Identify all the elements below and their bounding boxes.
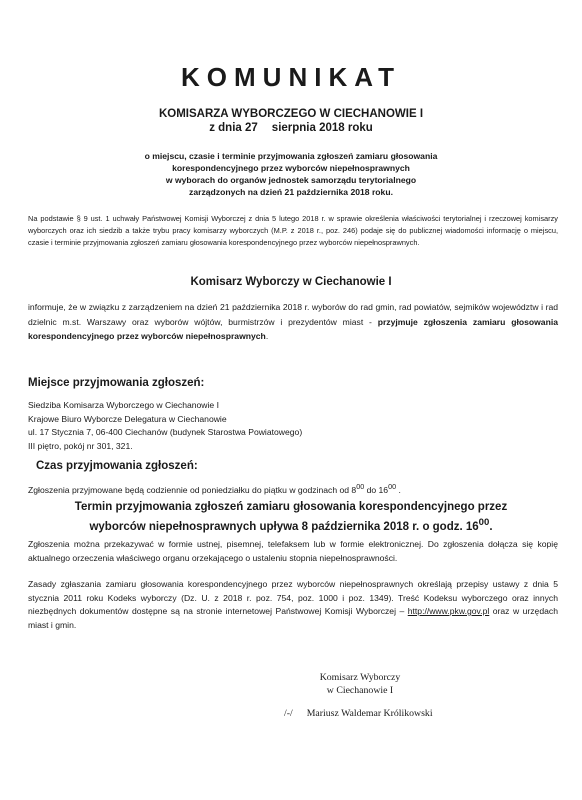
subject-line: korespondencyjnego przez wyborców niepełnosprawnych (172, 163, 410, 173)
time-paragraph (28, 483, 401, 495)
deadline-sup: 00 (478, 517, 490, 528)
inform-paragraph (28, 300, 558, 344)
time-sup-start: 00 (356, 483, 365, 491)
inform-bold-text: przyjmuje zgłoszenia zamiaru głosowania korespondencyjnego przez wyborców niepełnosprawnych (28, 316, 558, 341)
document-title: KOMUNIKAT (181, 62, 401, 92)
rules-text: Zasady zgłaszania zamiaru głosowania korespondencyjnego przez wyborców niepełnosprawnych określają przepisy ustawy z dnia 5 stycznia 2011 roku Kodeks wyborczy (Dz. U. z 2018 r. poz. 754, poz. 1000 i poz. 1349). Treść Kodeksu wyborczego oraz innych niezbędnych dokumentów dostępne są na stronie internetowej Państwowej Komisji Wyborczej – (28, 579, 558, 616)
inform-text: informuje, że w związku z zarządzeniem na dzień 21 października 2018 r. wyborów do rad gmin, rad powiatów, sejmików województw i rad dzielnic m.st. Warszawy oraz wyborów wójtów, burmistrzów i prezydentów miast - (28, 302, 558, 327)
signature-mark: /-/ (284, 708, 293, 719)
place-address (28, 399, 302, 453)
time-heading: Czas przyjmowania zgłoszeń: (36, 460, 198, 472)
pkw-website-link[interactable]: http://www.pkw.gov.pl (407, 606, 490, 616)
submission-paragraph: Zgłoszenia można przekazywać w formie ustnej, pisemnej, telefaksem lub w formie elektronicznej. Do zgłoszenia dołącza się kopię aktualnego orzeczenia właściwego organu orzekającego o ustaleniu stopnia niepełnosprawności. (28, 539, 558, 563)
date-prefix: z dnia (209, 122, 242, 134)
time-end: . (396, 484, 401, 495)
deadline-line-2-text: wyborców niepełnosprawnych upływa 8 października 2018 r. o godz. 16 (89, 520, 479, 533)
date-rest: sierpnia 2018 roku (271, 122, 373, 134)
rules-paragraph (28, 578, 558, 632)
address-line: Siedziba Komisarza Wyborczego w Ciechanowie I (28, 400, 219, 410)
place-heading: Miejsce przyjmowania zgłoszeń: (28, 377, 205, 389)
time-mid: do 16 (364, 484, 389, 495)
deadline-line-1: Termin przyjmowania zgłoszeń zamiaru głosowania korespondencyjnego przez (74, 501, 508, 513)
subject-line: w wyborach do organów jednostek samorządu terytorialnego (165, 175, 417, 185)
signature-title: Komisarz Wyborczy (319, 672, 401, 683)
subject-line: zarządzonych na dzień 21 października 2018 roku. (189, 187, 393, 197)
address-line: III piętro, pokój nr 301, 321. (28, 440, 133, 451)
signature-block (280, 671, 440, 697)
address-line: Krajowe Biuro Wyborcze Delegatura w Ciechanowie (28, 413, 227, 424)
subject-line: o miejscu, czasie i terminie przyjmowania zgłoszeń zamiaru głosowania (144, 151, 438, 161)
document-subtitle: KOMISARZA WYBORCZEGO W CIECHANOWIE I (158, 108, 424, 120)
subject-block (0, 150, 582, 198)
rules-end: oraz w urzędach miast i gmin. (28, 606, 558, 630)
deadline-line-2 (0, 515, 582, 535)
address-line: ul. 17 Stycznia 7, 06-400 Ciechanów (budynek Starostwa Powiatowego) (28, 427, 303, 437)
signed-by (284, 708, 433, 719)
time-text: Zgłoszenia przyjmowane będą codziennie od poniedziałku do piątku w godzinach od 8 (28, 484, 357, 495)
date-day: 27 (245, 122, 258, 134)
signatory-name: Mariusz Waldemar Królikowski (306, 708, 433, 719)
inform-end: . (265, 331, 269, 341)
time-sup-end: 00 (388, 483, 397, 491)
legal-basis-paragraph: Na podstawie § 9 ust. 1 uchwały Państwowej Komisji Wyborczej z dnia 5 lutego 2018 r. w sprawie określenia właściwości terytorialnej i rzeczowej komisarzy wyborczych oraz ich siedzib a także trybu pracy komisarzy wyborczych (M.P. z 2018 r., poz. 246) podaje się do publicznej wiadomości informację o miejscu, czasie i terminie przyjmowania zgłoszeń zamiaru głosowania korespondencyjnego przez wyborców niepełnosprawnych. (28, 214, 558, 247)
deadline-heading (0, 500, 582, 535)
signature-location: w Ciechanowie I (326, 685, 394, 696)
document-date (0, 122, 582, 134)
deadline-end: . (489, 520, 493, 533)
commissioner-heading: Komisarz Wyborczy w Ciechanowie I (190, 276, 392, 288)
